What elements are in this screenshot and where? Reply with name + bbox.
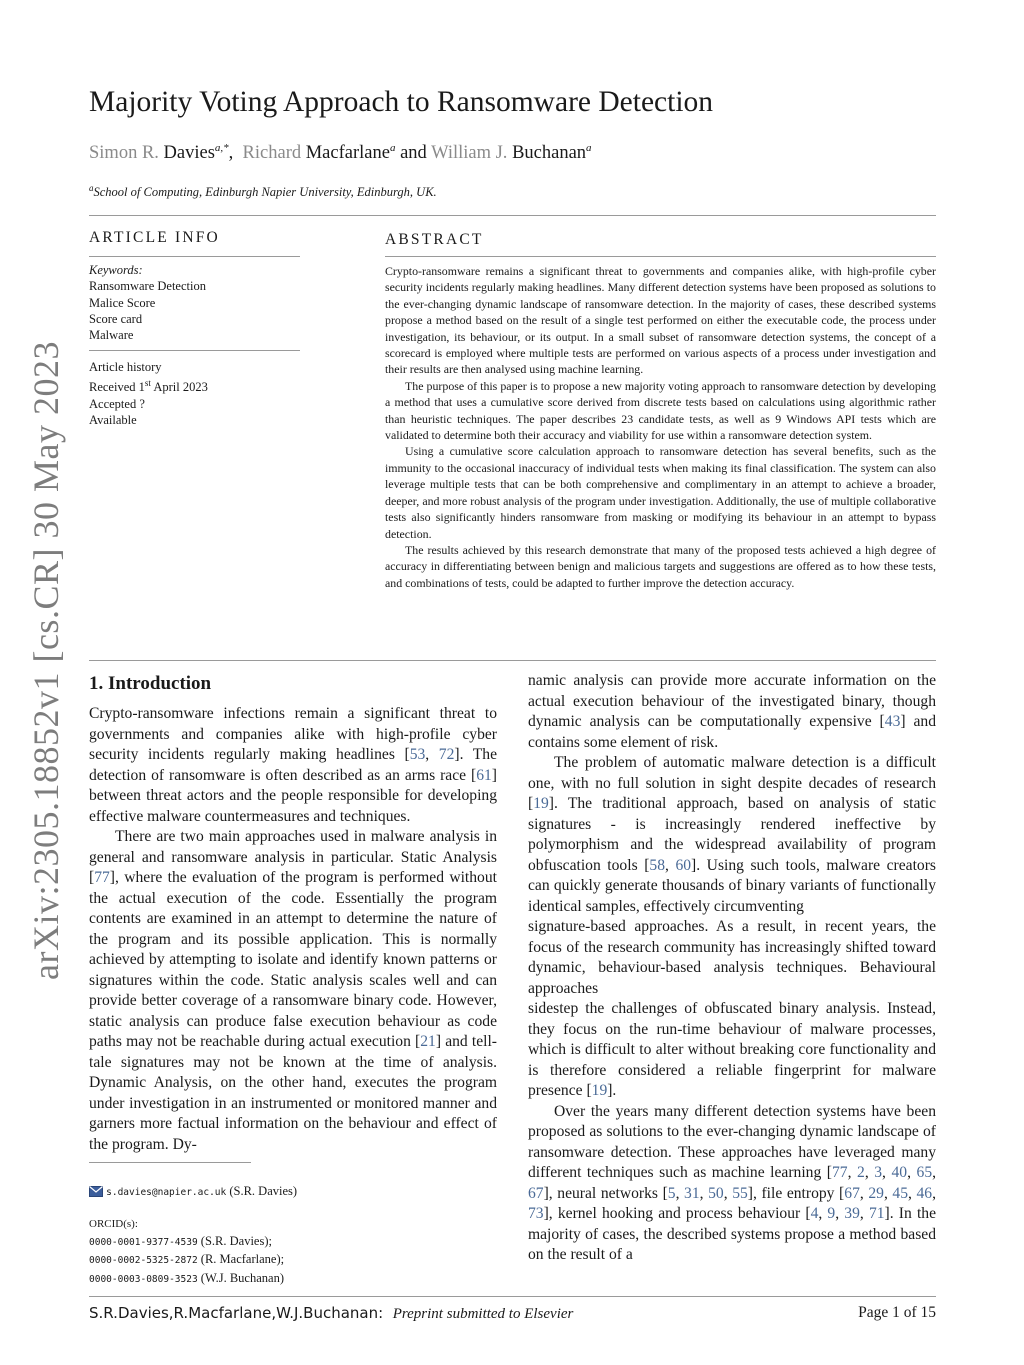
- article-info-rule: [89, 256, 300, 257]
- citation-link[interactable]: 46: [916, 1184, 933, 1202]
- citation-link[interactable]: 39: [844, 1205, 860, 1222]
- history-label: Article history: [89, 360, 162, 374]
- article-info-divider: [89, 350, 300, 351]
- author-list: Simon R. Davies$^{a,*}$, Richard Macfarlane$^a$ and William J. Buchanan$^a$: [89, 142, 592, 164]
- paper-title: Majority Voting Approach to Ransomware Detection: [89, 86, 714, 118]
- citation-link[interactable]: 77: [831, 1164, 848, 1181]
- orcid-entry: 0000-0001-9377-4539 (S.R. Davies);: [89, 1233, 272, 1248]
- footnote-rule: [89, 1162, 251, 1163]
- page-number: Page 1 of 15: [858, 1304, 936, 1321]
- keyword: Malice Score: [89, 295, 156, 310]
- received-date: Received 1st April 2023: [89, 378, 208, 395]
- citation-link[interactable]: 21: [420, 1033, 436, 1050]
- footer-citation: S.R.Davies,R.Macfarlane,W.J.Buchanan: Preprint submitted to Elsevier: [89, 1304, 574, 1322]
- abstract-end-rule: [89, 660, 936, 661]
- left-column: [89, 704, 497, 1155]
- affiliation: $^a$School of Computing, Edinburgh Napier University, Edinburgh, UK.: [89, 183, 437, 200]
- orcid-link[interactable]: 0000-0003-0809-3523: [89, 1273, 198, 1285]
- available-date: Available: [89, 413, 137, 428]
- citation-link[interactable]: 50: [708, 1184, 724, 1202]
- orcid-label: ORCID(s):: [89, 1218, 138, 1230]
- citation-link[interactable]: 2: [857, 1164, 865, 1181]
- citation-link[interactable]: 45: [892, 1184, 909, 1202]
- citation-link[interactable]: 40: [891, 1164, 908, 1181]
- intro-paragraph: namic analysis can provide more accurate information on the actual execution behaviour of the investigated binary, though dynamic analysis can be computationally expensive [43] and contains some element of risk.: [528, 672, 936, 751]
- citation-link[interactable]: 19: [591, 1082, 608, 1099]
- email-footnote: s.davies@napier.ac.uk (S.R. Davies): [89, 1183, 297, 1202]
- envelope-icon: [89, 1186, 103, 1197]
- abstract-paragraph: The results achieved by this research demonstrate that many of the proposed tests achieved a high degree of accuracy in differentiating between benign and malicious targets and suggestions are offered as to how these tests, and combinations of tests, could be adapted to further improve the detection accuracy.: [385, 542, 936, 590]
- citation-link[interactable]: 60: [675, 856, 692, 874]
- citation-link[interactable]: 9: [827, 1205, 836, 1222]
- intro-paragraph: The problem of automatic malware detection is a difficult one, with no full solution in sight despite decades of research [19]. The traditional approach, based on analysis of static signatures - is increasingly rendered ineffective by polymorphism and the widespread availability of program obfuscation tools [58, 60]. Using such tools, malware creators can quickly generate thousands of binary variants of functionally identical samples, effectively circumventing: [528, 754, 936, 915]
- citation-link[interactable]: 43: [884, 713, 901, 730]
- intro-paragraph: signature-based approaches. As a result, in recent years, the focus of the research community has increasingly shifted toward dynamic, behaviour-based analysis techniques. Behavioural approaches: [528, 918, 936, 997]
- citation-link[interactable]: 73: [528, 1205, 544, 1222]
- arxiv-side-stamp: arXiv:2305.18852v1 [cs.CR] 30 May 2023: [26, 341, 66, 980]
- abstract-body: [385, 263, 936, 591]
- citation-link[interactable]: 77: [94, 869, 110, 886]
- citation-link[interactable]: 55: [732, 1184, 748, 1202]
- right-column: [528, 671, 936, 1266]
- citation-link[interactable]: 61: [476, 766, 492, 784]
- citation-link[interactable]: 72: [438, 746, 455, 763]
- citation-link[interactable]: 19: [533, 795, 549, 812]
- email-link[interactable]: s.davies@napier.ac.uk: [106, 1187, 227, 1198]
- citation-link[interactable]: 71: [868, 1205, 885, 1222]
- keyword: Malware: [89, 328, 134, 343]
- intro-paragraph: sidestep the challenges of obfuscated binary analysis. Instead, they focus on the run-time behaviour of malware processes, which is difficult to alter without breaking core functionality and is therefore considered a reliable fingerprint for malware presence [19].: [528, 1000, 936, 1099]
- header-rule: [89, 215, 936, 216]
- intro-paragraph: There are two main approaches used in malware analysis in general and ransomware analysis in particular. Static Analysis [77], where the evaluation of the program is performed without the actual execution of the code. Essentially the program contents are examined in an attempt to determine the nature of the program and its possible application. This is normally achieved by attempting to isolate and identify known patterns or signatures within the code. Static analysis scales well and can provide better coverage of a ransomware binary code. However, static analysis can produce false execution behaviour as code paths may not be reachable during actual execution [21] and tell-tale signatures may not be known at the time of analysis. Dynamic Analysis, on the other hand, executes the program under investigation in an instrumented or monitored manner and garners more factual information on the behaviour and effect of the program. Dy-: [89, 828, 497, 1153]
- keyword: Score card: [89, 311, 143, 326]
- citation-link[interactable]: 31: [684, 1184, 700, 1202]
- accepted-date: Accepted ?: [89, 396, 145, 411]
- citation-link[interactable]: 3: [874, 1164, 883, 1181]
- orcid-entry: 0000-0003-0809-3523 (W.J. Buchanan): [89, 1270, 284, 1285]
- citation-link[interactable]: 67: [528, 1184, 544, 1202]
- citation-link[interactable]: 58: [649, 856, 665, 874]
- abstract-rule: [385, 256, 936, 257]
- citation-link[interactable]: 5: [667, 1184, 676, 1202]
- keywords-label: Keywords:: [89, 263, 143, 277]
- citation-link[interactable]: 65: [916, 1164, 933, 1181]
- article-history: [89, 359, 208, 428]
- citation-link[interactable]: 67: [844, 1184, 860, 1202]
- keyword: Ransomware Detection: [89, 279, 206, 294]
- abstract-paragraph: The purpose of this paper is to propose a new majority voting approach to ransomware detection by developing a method that uses a cumulative score derived from discrete tests based on calculations using algorithmic rather than heuristic techniques. The paper describes 23 candidate tests, as well as 9 Windows API tests which are validated to determine both their accuracy and viability for use within a ransomware detection system.: [385, 378, 936, 443]
- citation-link[interactable]: 53: [409, 746, 426, 763]
- article-info-heading: ARTICLE INFO: [89, 229, 220, 246]
- intro-paragraph: Crypto-ransomware infections remain a significant threat to governments and companies alike with high-profile cyber security incidents regularly making headlines [53, 72]. The detection of ransomware is often described as an arms race [61] between threat actors and the people responsible for developing effective malware countermeasures and techniques.: [89, 705, 498, 825]
- orcid-entry: 0000-0002-5325-2872 (R. Macfarlane);: [89, 1252, 285, 1266]
- footer-rule: [89, 1296, 936, 1297]
- orcid-link[interactable]: 0000-0002-5325-2872: [89, 1255, 198, 1266]
- intro-paragraph: Over the years many different detection systems have been proposed as solutions to the ever-changing dynamic landscape of ransomware detection. These approaches have leveraged many different techniques such as machine learning [77, 2, 3, 40, 65, 67], neural networks [5, 31, 50, 55], file entropy [67, 29, 45, 46, 73], kernel hooking and process behaviour [4, 9, 39, 71]. In the majority of cases, the described systems propose a method based on the result of a: [528, 1102, 937, 1263]
- section-heading-introduction: 1. Introduction: [89, 673, 212, 694]
- citation-link[interactable]: 29: [868, 1184, 884, 1202]
- abstract-paragraph: Using a cumulative score calculation approach to ransomware detection has several benefits, such as the immunity to the occasional inaccuracy of individual tests when making its final classification. The system can also leverage multiple tests that can be both comprehensive and complimentary in an attempt to achieve a broader, deeper, and more robust analysis of the program under investigation. Additionally, the use of multiple collaborative tests also significantly hinders ransomware from masking or modifying its behaviour in an attempt to bypass detection.: [385, 444, 936, 541]
- orcid-link[interactable]: 0000-0001-9377-4539: [89, 1236, 198, 1248]
- author-3[interactable]: William J. Buchanan$^a$: [431, 142, 592, 164]
- citation-link[interactable]: 4: [810, 1205, 819, 1222]
- author-1[interactable]: Simon R. Davies$^{a,*}$: [89, 142, 229, 164]
- orcid-list: [89, 1216, 284, 1288]
- abstract-heading: ABSTRACT: [385, 231, 484, 248]
- author-2[interactable]: Richard Macfarlane$^a$: [242, 142, 396, 164]
- article-info: [89, 262, 206, 343]
- abstract-paragraph: Crypto-ransomware remains a significant threat to governments and companies alike, with high-profile cyber security incidents regularly making headlines. Many different detection systems have been proposed as solutions to the ever-changing dynamic landscape of ransomware detection. In the majority of cases, these described systems propose a method based on the result of a single test performed on either the executable code, the process under investigation, its behaviour, or its output. In a small subset of ransomware detection systems, the concept of a scorecard is employed where multiple tests are performed on various aspects of a process under investigation and their results are then analysed using machine learning.: [385, 264, 936, 377]
